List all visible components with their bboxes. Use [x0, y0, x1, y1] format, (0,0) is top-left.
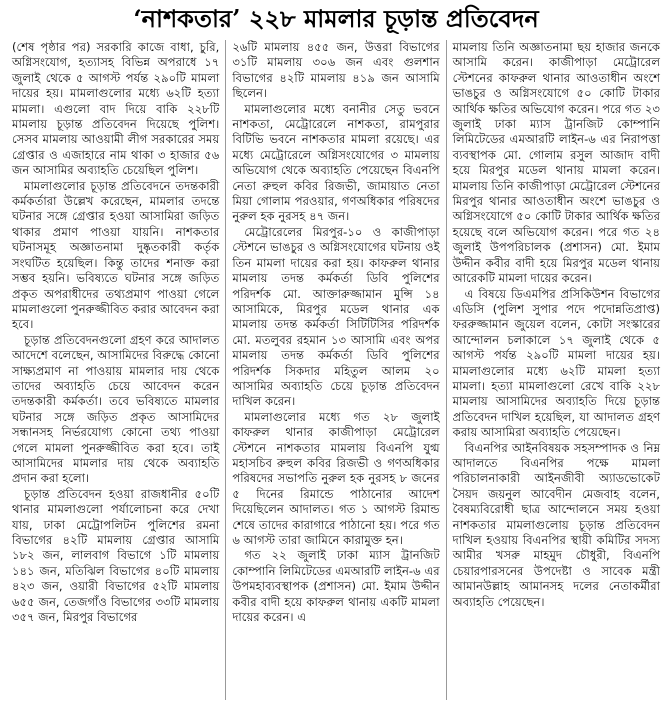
paragraph: মামলাগুলোর চূড়ান্ত প্রতিবেদনে তদন্তকারী কর্মকর্তারা উল্লেখ করেছেন, মামলার তদন্তে ঘটনার সঙ্গে গ্রেপ্তার হওয়া আসামিরা জড়িত থাকার প্রমাণ পাওয়া যায়নি। নাশকতার ঘটনাসমূহ অজ্ঞাতনামা দুষ্কৃতকারী কর্তৃক সংঘটিত হয়েছিল। কিন্তু তাদের শনাক্ত করা সম্ভব হয়নি। ভবিষ্যতে ঘটনার সঙ্গে জড়িত প্রকৃত অপরাধীদের তথ্যপ্রমাণ পাওয়া গেলে মামলাগুলো পুনরুজ্জীবিত করার আবেদন করা হবে।: [12, 178, 220, 332]
paragraph: চূড়ান্ত প্রতিবেদনগুলো গ্রহণ করে আদালত আদেশে বলেছেন, আসামিদের বিরুদ্ধে কোনো সাক্ষ্যপ্রমাণ না পাওয়ায় মামলার দায় থেকে তাদের অব্যাহতি চেয়ে আবেদন করেন তদন্তকারী কর্মকর্তা। তবে ভবিষ্যতে মামলার ঘটনার সঙ্গে জড়িত প্রকৃত আসামিদের সন্ধানসহ নির্ভরযোগ্য কোনো তথ্য পাওয়া গেলে মামলা পুনরুজ্জীবিত করা হবে। তাই আসামিদের মামলার দায় থেকে অব্যাহতি প্রদান করা হলো।: [12, 332, 220, 486]
paragraph: মেট্রোরেলের মিরপুর-১০ ও কাজীপাড়া স্টেশনে ভাঙচুর ও অগ্নিসংযোগের ঘটনায় ওই তিন মামলা দায়ের করা হয়। কাফরুল থানার মামলায় তদন্ত কর্মকর্তা ডিবি পুলিশের পরিদর্শক মো. আক্তারুজ্জামান মুন্সি ১৪ আসামিকে, মিরপুর মডেল থানার এক মামলায় তদন্ত কর্মকর্তা সিটিটিসির পরিদর্শক মো. মতলুবর রহমান ১৩ আসামি এবং অপর মামলায় তদন্ত কর্মকর্তা ডিবি পুলিশের পরিদর্শক সিকদার মহিতুল আলম ২০ আসামির অব্যাহতি চেয়ে চূড়ান্ত প্রতিবেদন দাখিল করেন।: [232, 224, 440, 409]
article-body: [6, 40, 666, 700]
column-2: [225, 40, 445, 700]
paragraph: ২৬টি মামলায় ৪৫৫ জন, উত্তরা বিভাগের ৩১টি মামলায় ৩০৬ জন এবং গুলশান বিভাগের ৪২টি মামলায় ৪১৯ জন আসামি ছিলেন।: [232, 40, 440, 101]
paragraph: মামলাগুলোর মধ্যে গত ২৮ জুলাই কাফরুল থানার কাজীপাড়া মেট্রোরেল স্টেশনে নাশকতার মামলায় বিএনপি যুগ্ম মহাসচিব রুহুল কবির রিজভী ও গণঅধিকার পরিষদের সভাপতি নুরুল হক নুরসহ ৮ জনের ৫ দিনের রিমান্ডে পাঠানোর আদেশ দিয়েছিলেন আদালত। গত ১ আগস্ট রিমান্ড শেষে তাদের কারাগারে পাঠানো হয়। পরে গত ৬ আগস্ট তারা জামিনে কারামুক্ত হন।: [232, 409, 440, 547]
paragraph: গত ২২ জুলাই ঢাকা ম্যাস ট্রানজিট কোম্পানি লিমিটেডের এমআরটি লাইন-৬ এর উপমহাব্যবস্থাপক (প্রশাসন) মো. ইমাম উদ্দীন কবীর বাদী হয়ে কাফরুল থানায় একটি মামলা দায়ের করেন। এ: [232, 548, 440, 625]
paragraph: এ বিষয়ে ডিএমপির প্রসিকিউশন বিভাগের এডিসি (পুলিশ সুপার পদে পদোন্নতিপ্রাপ্ত) ফররুজ্জামান জুয়েল বলেন, কোটা সংস্কারের আন্দোলন চলাকালে ১৭ জুলাই থেকে ৫ আগস্ট পর্যন্ত ২৯০টি মামলা দায়ের হয়। মামলাগুলোর মধ্যে ৬২টি মামলা হত্যা মামলা। হত্যা মামলাগুলো রেখে বাকি ২২৮ মামলায় আসামিদের অব্যাহতি দিয়ে চূড়ান্ত প্রতিবেদন দাখিল হয়েছিল, যা আদালত গ্রহণ করায় আসামিরা অব্যাহতি পেয়েছেন।: [452, 286, 660, 440]
paragraph: বিএনপির আইনবিষয়ক সহসম্পাদক ও নিম্ন আদালতে বিএনপির পক্ষে মামলা পরিচালনাকারী আইনজীবী অ্যাডভোকেট সৈয়দ জয়নুল আবেদীন মেজবাহ বলেন, বৈষম্যবিরোধী ছাত্র আন্দোলনে সময় হওয়া নাশকতার মামলাগুলোয় চূড়ান্ত প্রতিবেদন দাখিল হওয়ায় বিএনপির স্থায়ী কমিটির সদস্য আমীর খসরু মাহমুদ চৌধুরী, বিএনপি চেয়ারপারসনের উপদেষ্টা ও সাবেক মন্ত্রী আমানউল্লাহ আমানসহ দলের নেতাকর্মীরা অব্যাহতি পেয়েছেন।: [452, 440, 660, 609]
column-1: [6, 40, 225, 700]
paragraph: মামলাগুলোর মধ্যে বনানীর সেতু ভবনে নাশকতা, মেট্রোরেলে নাশকতা, রামপুরার বিটিভি ভবনে নাশকতার মামলা রয়েছে। এর মধ্যে মেট্রোরেলে অগ্নিসংযোগের ৩ মামলায় অভিযোগ থেকে অব্যাহতি পেয়েছেন বিএনপি নেতা রুহুল কবির রিজভী, জামায়াত নেতা মিয়া গোলাম পরওয়ার, গণঅধিকার পরিষদের নুরুল হক নুরসহ ৪৭ জন।: [232, 101, 440, 224]
article-headline: ‘নাশকতার’ ২২৮ মামলার চূড়ান্ত প্রতিবেদন: [133, 4, 539, 33]
paragraph: চূড়ান্ত প্রতিবেদন হওয়া রাজধানীর ৫০টি থানার মামলাগুলো পর্যালোচনা করে দেখা যায়, ঢাকা মেট্রোপলিটন পুলিশের রমনা বিভাগের ৪২টি মামলায় গ্রেপ্তার আসামি ১৮২ জন, লালবাগ বিভাগে ১টি মামলায় ১৪১ জন, মতিঝিল বিভাগের ৪০টি মামলায় ৪২৩ জন, ওয়ারী বিভাগের ৫২টি মামলায় ৬৫৫ জন, তেজগাঁও বিভাগের ৩৩টি মামলায় ৩৫৭ জন, মিরপুর বিভাগের: [12, 486, 220, 625]
column-3: [446, 40, 666, 700]
paragraph: (শেষ পৃষ্ঠার পর) সরকারি কাজে বাধা, চুরি, অগ্নিসংযোগ, হত্যাসহ বিভিন্ন অপরাধে ১৭ জুলাই থেকে ৫ আগস্ট পর্যন্ত ২৯০টি মামলা দায়ের হয়। মামলাগুলোর মধ্যে ৬২টি হত্যা মামলা। এগুলো বাদ দিয়ে বাকি ২২৮টি মামলায় চূড়ান্ত প্রতিবেদন দিয়েছে পুলিশ। সেসব মামলায় আওয়ামী লীগ সরকারের সময় গ্রেপ্তার ও এজাহারে নাম থাকা ৩ হাজার ৫৬ জন আসামির অব্যাহতি চেয়েছিল পুলিশ।: [12, 40, 220, 178]
paragraph: মামলায় তিনি অজ্ঞাতনামা ছয় হাজার জনকে আসামি করেন। কাজীপাড়া মেট্রোরেল স্টেশনের কাফরুল থানার আওতাধীন অংশে ভাঙচুর ও অগ্নিসংযোগে ৫০ কোটি টাকার আর্থিক ক্ষতির অভিযোগ করেন। পরে গত ২৩ জুলাই ঢাকা ম্যাস ট্রানজিট কোম্পানি লিমিটেডের এমআরটি লাইন-৬ এর নিরাপত্তা ব্যবস্থাপক মো. গোলাম রসুল আজাদ বাদী হয়ে মিরপুর মডেল থানায় মামলা করেন। মামলায় তিনি কাজীপাড়া মেট্রোরেল স্টেশনের মিরপুর থানার আওতাধীন অংশে ভাঙচুর ও অগ্নিসংযোগে ৫০ কোটি টাকার আর্থিক ক্ষতির হয়েছে বলে অভিযোগ করেন। পরে গত ২৪ জুলাই উপপরিচালক (প্রশাসন) মো. ইমাম উদ্দীন কবীর বাদী হয়ে মিরপুর মডেল থানায় আরেকটি মামলা দায়ের করেন।: [452, 40, 660, 286]
